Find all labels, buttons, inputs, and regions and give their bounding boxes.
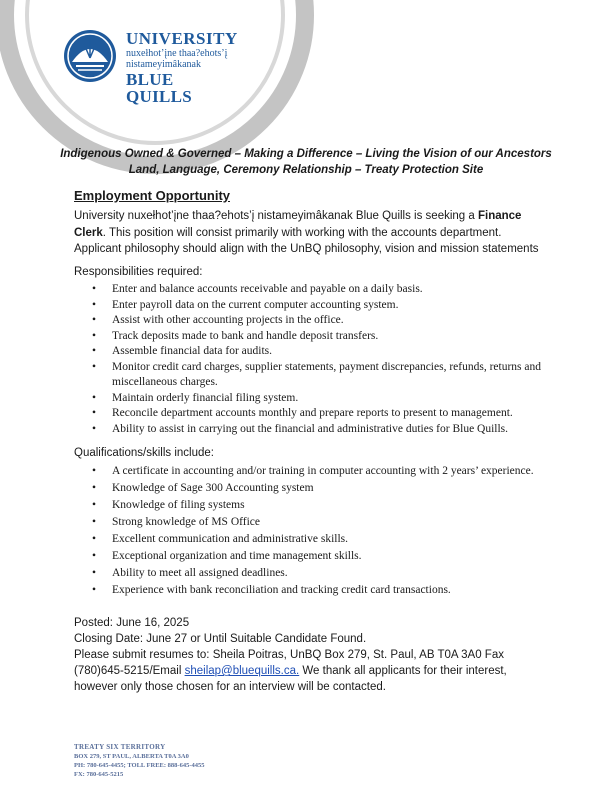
list-item: • Track deposits made to bank and handle deposit transfers.	[74, 329, 554, 345]
list-item: • Excellent communication and administrative skills.	[74, 531, 554, 548]
submit-instructions	[74, 647, 544, 695]
motto-line-1: Indigenous Owned & Governed – Making a Difference – Living the Vision of our Ancestors	[60, 148, 552, 160]
list-item: • Strong knowledge of MS Office	[74, 514, 554, 531]
list-item: • Knowledge of filing systems	[74, 497, 554, 514]
footer-box: BOX 279, ST PAUL, ALBERTA T0A 3A0	[74, 753, 189, 760]
list-item: • Maintain orderly financial filing system.	[74, 391, 554, 407]
logo-line-blue-quills: BLUE QUILLS	[126, 70, 193, 106]
closing-date: Closing Date: June 27 or Until Suitable Candidate Found.	[74, 633, 367, 645]
list-item: • Assemble financial data for audits.	[74, 344, 554, 360]
motto-line-2: Land, Language, Ceremony Relationship – Treaty Protection Site	[128, 164, 484, 176]
list-item: • Ability to meet all assigned deadlines.	[74, 565, 554, 582]
intro-paragraph	[74, 208, 544, 258]
closing-section	[74, 615, 544, 695]
footer-phone: PH: 780-645-4455; TOLL FREE: 888-645-4455	[74, 762, 205, 769]
logo-line-university: UNIVERSITY	[126, 29, 238, 48]
intro-text-before: University nuxełhot’įne thaa?ehots’į nistameyimâkanak Blue Quills is seeking a	[74, 210, 478, 222]
intro-text-after: . This position will consist primarily with working with the accounts department. Applicant philosophy should align with the UnBQ philosophy, vision and mission statements	[74, 226, 539, 255]
qualifications-title: Qualifications/skills include:	[74, 447, 214, 459]
page-title: Employment Opportunity	[74, 188, 230, 203]
footer-address	[74, 743, 204, 779]
logo-wordmark	[126, 30, 238, 105]
list-item: • Reconcile department accounts monthly and prepare reports to present to management.	[74, 406, 554, 422]
list-item: • Knowledge of Sage 300 Accounting system	[74, 480, 554, 497]
list-item: • Monitor credit card charges, supplier statements, payment discrepancies, refunds, returns and miscellaneous charges.	[74, 360, 554, 391]
logo-line-dene: nuxełhot’įne thaa?ehots’į	[126, 48, 228, 59]
submit-text-before: Please submit resumes to: Sheila Poitras, UnBQ Box 279, St. Paul, AB T0A 3A0 Fax (780)645-5215/Email	[74, 649, 504, 677]
responsibilities-title: Responsibilities required:	[74, 266, 203, 278]
position-title: Finance Clerk	[74, 210, 522, 239]
posted-date: Posted: June 16, 2025	[74, 617, 190, 629]
list-item: • Enter payroll data on the current computer accounting system.	[74, 298, 554, 314]
qualifications-list	[74, 463, 554, 599]
responsibilities-list	[74, 282, 554, 437]
list-item: • Assist with other accounting projects in the office.	[74, 313, 554, 329]
list-item: • Exceptional organization and time management skills.	[74, 548, 554, 565]
list-item: • Experience with bank reconciliation and tracking credit card transactions.	[74, 582, 554, 599]
footer-fax: FX: 780-645-5215	[74, 771, 124, 778]
list-item: • Ability to assist in carrying out the financial and administrative duties for Blue Quills.	[74, 422, 554, 438]
logo-line-cree: nistameyimâkanak	[126, 59, 201, 70]
list-item: • Enter and balance accounts receivable and payable on a daily basis.	[74, 282, 554, 298]
email-link[interactable]: sheilap@bluequills.ca.	[184, 665, 300, 677]
list-item: • A certificate in accounting and/or training in computer accounting with 2 years’ experience.	[74, 463, 554, 480]
blue-quills-emblem-icon	[62, 28, 118, 84]
footer-territory: TREATY SIX TERRITORY	[74, 743, 166, 751]
submit-text-after: We thank all applicants for their interest, however only those chosen for an interview will be contacted.	[74, 665, 507, 693]
university-logo	[62, 26, 238, 106]
motto	[0, 146, 612, 178]
